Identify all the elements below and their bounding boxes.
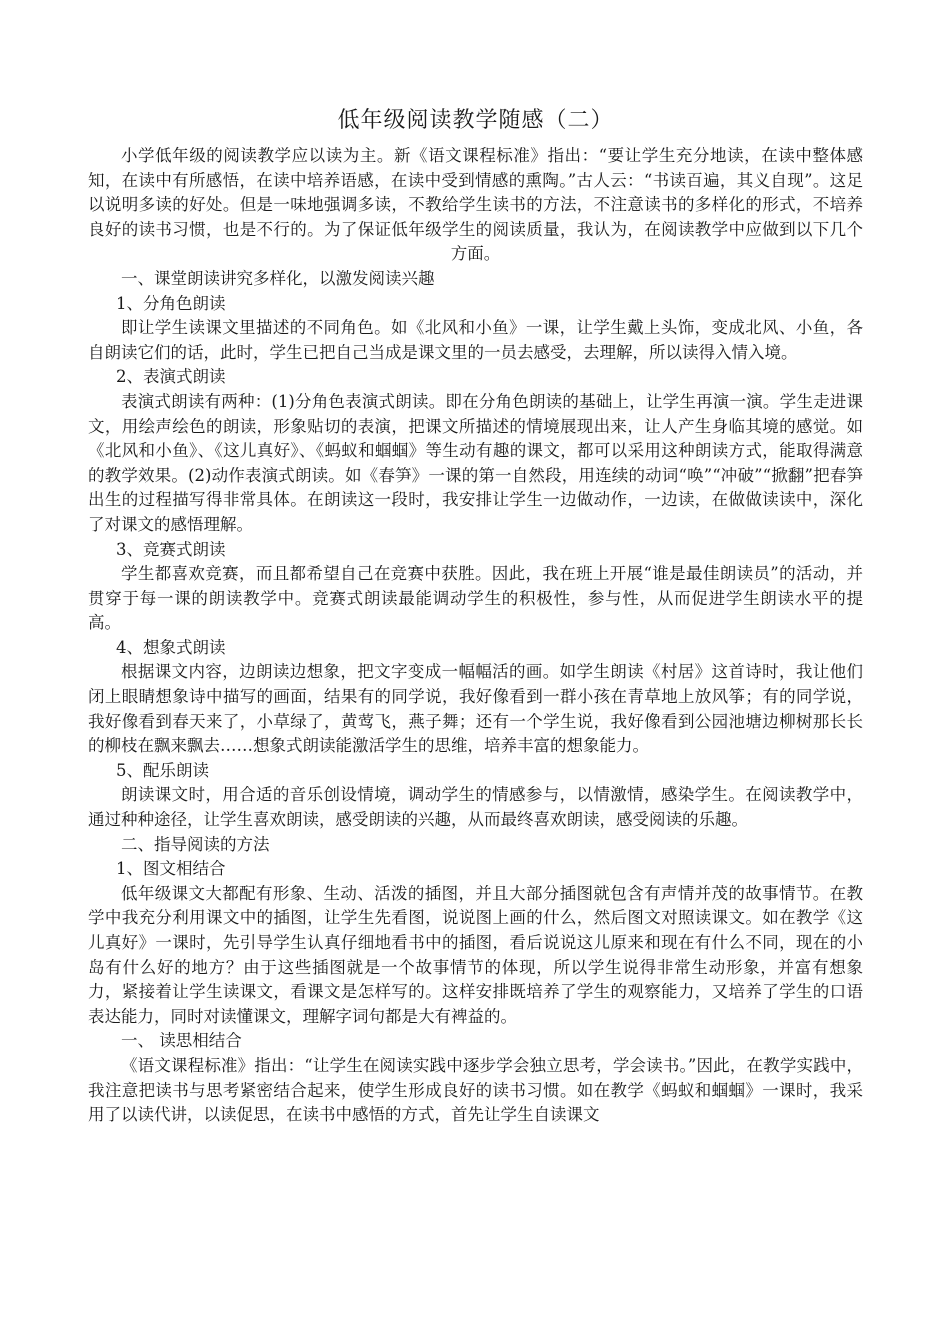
section1-sub5-heading: 5、配乐朗读 [116,760,210,780]
section1-heading: 一、课堂朗读讲究多样化，以激发阅读兴趣 [121,268,435,288]
document-title: 低年级阅读教学随感（二） [337,108,614,133]
section1-sub3-paragraph: 学生都喜欢竞赛，而且都希望自己在竞赛中获胜。因此，我在班上开展“谁是最佳朗读员”的活动，并贯穿于每一课的朗读教学中。竞赛式朗读最能调动学生的积极性，参与性，从而促进学生朗读水平的提高。 [88,564,863,633]
section2-sub2-paragraph: 《语文课程标准》指出：“让学生在阅读实践中逐步学会独立思考，学会读书。”因此，在教学实践中，我注意把读书与思考紧密结合起来，使学生形成良好的读书习惯。如在教学《蚂蚁和蝈蝈》一课时，我采用了以读代讲，以读促思，在读书中感悟的方式，首先让学生自读课文 [88,1055,863,1125]
section2-sub1-paragraph: 低年级课文大都配有形象、生动、活泼的插图，并且大部分插图就包含有声情并茂的故事情节。在教学中我充分利用课文中的插图，让学生先看图，说说图上画的什么，然后图文对照读课文。如在教学《这儿真好》一课时，先引导学生认真仔细地看书中的插图，看后说说这儿原来和现在有什么不同，现在的小岛有什么好的地方？由于这些插图就是一个故事情节的体现，所以学生说得非常生动形象，并富有想象力，紧接着让学生读课文，看课文是怎样写的。这样安排既培养了学生的观察能力，又培养了学生的口语表达能力，同时对读懂课文，理解字词句都是大有裨益的。 [88,883,863,1026]
section2-sub2-heading: 一、 读思相结合 [121,1031,242,1051]
section1-sub2-heading: 2、表演式朗读 [116,367,226,387]
section1-sub3-heading: 3、竞赛式朗读 [116,539,226,559]
section2-heading: 二、指导阅读的方法 [121,834,270,854]
section1-sub1-paragraph: 即让学生读课文里描述的不同角色。如《北风和小鱼》一课，让学生戴上头饰，变成北风、小鱼，各自朗读它们的话，此时，学生已把自己当成是课文里的一员去感受，去理解，所以读得入情入境。 [88,318,863,362]
section1-sub1-heading: 1、分角色朗读 [116,293,226,313]
intro-paragraph: 小学低年级的阅读教学应以读为主。新《语文课程标准》指出：“要让学生充分地读，在读中整体感知，在读中有所感悟，在读中培养语感，在读中受到情感的熏陶。”古人云：“书读百遍，其义自现”。这足以说明多读的好处。但是一味地强调多读，不教给学生读书的方法，不注意读书的多样化的形式，不培养良好的读书习惯，也是不行的。为了保证低年级学生的阅读质量，我认为，在阅读教学中应做到以下几个方面。 [88,146,863,264]
section1-sub4-heading: 4、想象式朗读 [116,637,226,657]
section1-sub4-paragraph: 根据课文内容，边朗读边想象，把文字变成一幅幅活的画。如学生朗读《村居》这首诗时，我让他们闭上眼睛想象诗中描写的画面，结果有的同学说，我好像看到一群小孩在青草地上放风筝；有的同学说，我好像看到春天来了，小草绿了，黄莺飞，燕子舞；还有一个学生说，我好像看到公园池塘边柳树那长长的柳枝在飘来飘去……想象式朗读能激活学生的思维，培养丰富的想象能力。 [88,662,863,756]
section1-sub5-paragraph: 朗读课文时，用合适的音乐创设情境，调动学生的情感参与，以情激情，感染学生。在阅读教学中，通过种种途径，让学生喜欢朗读，感受朗读的兴趣，从而最终喜欢朗读，感受阅读的乐趣。 [88,785,863,830]
section1-sub2-paragraph: 表演式朗读有两种：(1)分角色表演式朗读。即在分角色朗读的基础上，让学生再演一演。学生走进课文，用绘声绘色的朗读，形象贴切的表演，把课文所描述的情境展现出来，让人产生身临其境的感觉。如《北风和小鱼》、《这儿真好》、《蚂蚁和蝈蝈》等生动有趣的课文，都可以采用这种朗读方式，能取得满意的教学效果。(2)动作表演式朗读。如《春笋》一课的第一自然段，用连续的动词“唤”“冲破”“掀翻”把春笋出生的过程描写得非常具体。在朗读这一段时，我安排让学生一边做动作，一边读，在做做读读中，深化了对课文的感悟理解。 [88,391,863,534]
section2-sub1-heading: 1、图文相结合 [116,859,226,879]
document-page [88,104,863,1128]
